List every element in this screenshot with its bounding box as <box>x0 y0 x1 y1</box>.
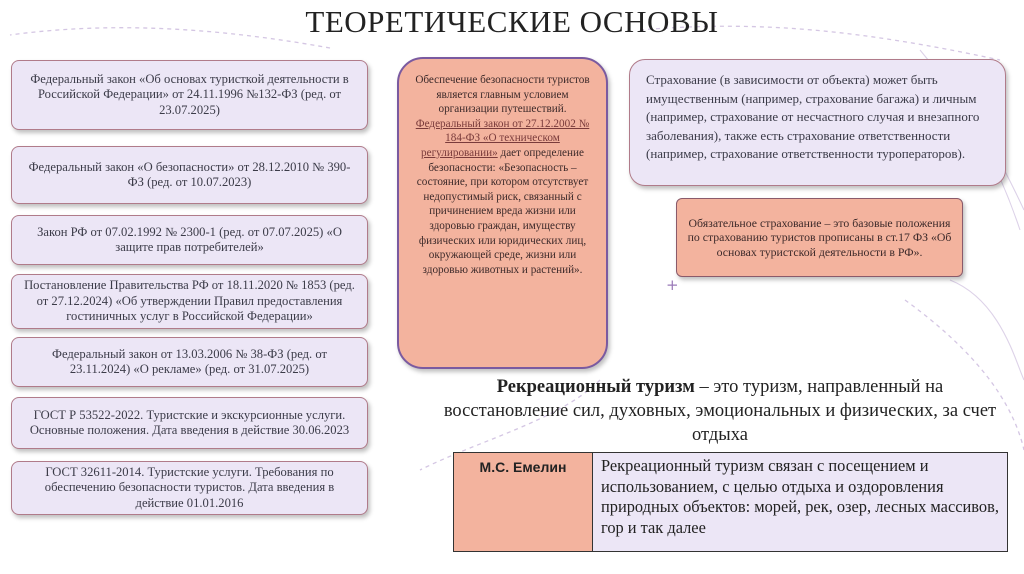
definition-term: Рекреационный туризм <box>496 377 695 397</box>
mandatory-insurance-box: Обязательное страхование – это базовые положения по страхованию туристов прописаны в ст.17 ФЗ «Об основах туристской деятельности в РФ». <box>676 198 963 277</box>
law-box-gost-53522: ГОСТ Р 53522-2022. Туристские и экскурсионные услуги. Основные положения. Дата введения в действие 30.06.2023 <box>11 397 368 449</box>
recreational-tourism-definition <box>440 375 1000 447</box>
safety-definition-box <box>397 57 608 369</box>
law-box-gost-32611: ГОСТ 32611-2014. Туристские услуги. Требования по обеспечению безопасности туристов. Дата введения в действие 01.01.2016 <box>11 461 368 515</box>
law-box-security: Федеральный закон «О безопасности» от 28.12.2010 № 390-ФЗ (ред. от 10.07.2023) <box>11 146 368 204</box>
law-box-advertising: Федеральный закон от 13.03.2006 № 38-ФЗ (ред. от 23.11.2024) «О рекламе» (ред. от 31.07.2025) <box>11 337 368 387</box>
insurance-types-box: Страхование (в зависимости от объекта) может быть имущественным (например, страхование багажа) и личным (например, страхование от несчастного случая и внезапного заболевания), также есть страхование ответственности (например, страхование ответственности туроператоров). <box>629 59 1006 186</box>
safety-outro: дает определение безопасности: «Безопасность – состояние, при котором отсутствует недопустимый риск, связанный с причинением вреда жизни или здоровью граждан, имуществу физических или юридических лиц, окружающей среде, жизни или здоровью животных и растений». <box>416 146 589 276</box>
table-row <box>454 453 1008 552</box>
law-box-consumer-rights: Закон РФ от 07.02.1992 № 2300-1 (ред. от 07.07.2025) «О защите прав потребителей» <box>11 215 368 265</box>
definition-text: – это туризм, направленный на восстановление сил, духовных, эмоциональных и физических, за счет отдыха <box>443 377 997 445</box>
author-quote-table <box>453 452 1008 552</box>
technical-regulation-law-link[interactable]: Федеральный закон от 27.12.2002 № 184-ФЗ «О техническом регулировании» <box>415 117 590 159</box>
page-title: ТЕОРЕТИЧЕСКИЕ ОСНОВЫ <box>305 4 719 39</box>
plus-icon: + <box>666 276 679 294</box>
law-box-tourism: Федеральный закон «Об основах туристкой деятельности в Российской Федерации» от 24.11.1996 №132-ФЗ (ред. от 23.07.2025) <box>11 60 368 130</box>
table-author-cell: М.С. Емелин <box>454 453 593 552</box>
safety-intro: Обеспечение безопасности туристов является главным условием организации путешествий. <box>415 74 590 116</box>
law-box-hotel-rules: Постановление Правительства РФ от 18.11.2020 № 1853 (ред. от 27.12.2024) «Об утверждении Правил предоставления гостиничных услуг в Российской Федерации» <box>11 274 368 329</box>
table-quote-cell: Рекреационный туризм связан с посещением и использованием, с целью отдыха и оздоровления природных объектов: морей, рек, озер, лесных массивов, гор и так далее <box>593 453 1008 552</box>
